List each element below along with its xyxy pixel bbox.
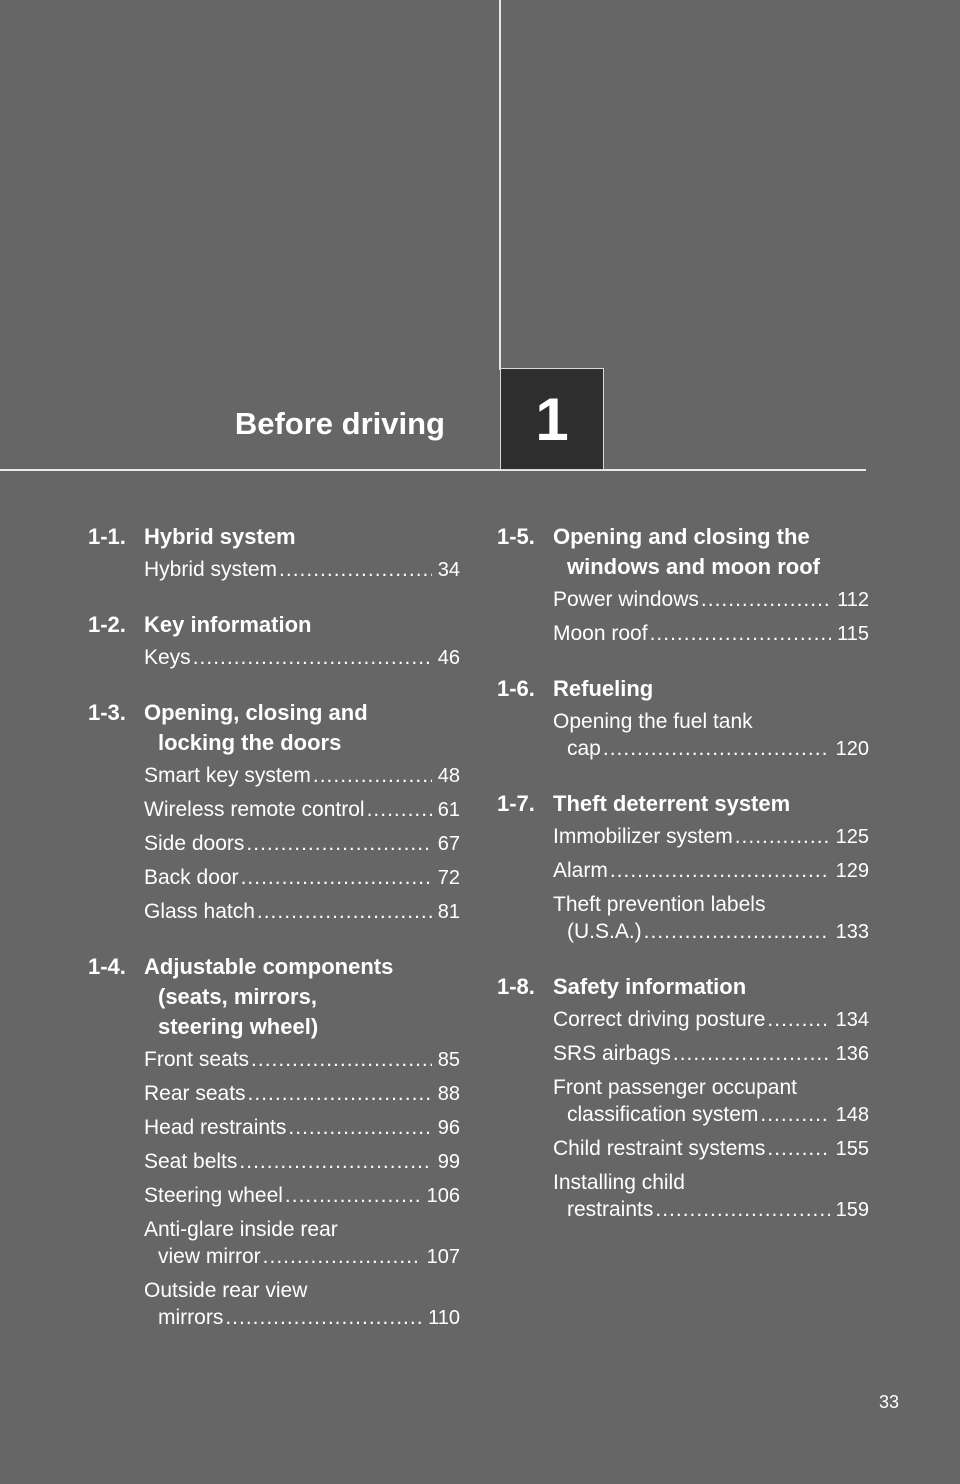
toc-entry[interactable] — [553, 1135, 869, 1163]
entry-label: Smart key system — [144, 764, 311, 787]
dot-leader — [603, 735, 830, 762]
entry-page-number: 136 — [835, 1043, 869, 1065]
dot-leader — [279, 556, 432, 583]
toc-entry[interactable] — [144, 830, 460, 858]
entry-page-number: 133 — [835, 921, 869, 943]
toc-entry[interactable] — [553, 823, 869, 851]
section-title-line: Refueling — [553, 676, 654, 701]
toc-entry[interactable] — [553, 1040, 869, 1068]
entry-page-number: 129 — [835, 860, 869, 882]
toc-entry[interactable] — [144, 1114, 460, 1142]
entry-page-number: 72 — [437, 867, 460, 889]
entry-line — [144, 1046, 460, 1074]
toc-entry[interactable] — [553, 857, 869, 885]
section-title — [553, 522, 869, 582]
section-title-line: (seats, mirrors, — [158, 984, 317, 1009]
section-title-line: steering wheel) — [158, 1014, 319, 1039]
entry-label: Outside rear view — [144, 1279, 308, 1302]
section-entries — [553, 708, 869, 763]
entry-line — [144, 830, 460, 858]
vertical-rule — [499, 0, 501, 370]
dot-leader — [367, 796, 432, 823]
dot-leader — [767, 1135, 829, 1162]
dot-leader — [673, 1040, 830, 1067]
entry-line — [553, 620, 869, 648]
entry-line — [553, 1040, 869, 1068]
section-title-line: Adjustable components — [144, 954, 394, 979]
entry-page-number: 99 — [437, 1151, 460, 1173]
entry-line — [553, 1169, 869, 1196]
entry-label: Opening the fuel tank — [553, 710, 753, 733]
toc-entry[interactable] — [144, 864, 460, 892]
toc-entry[interactable] — [553, 1074, 869, 1129]
section-number: 1-4. — [88, 954, 126, 979]
entry-page-number: 46 — [437, 647, 460, 669]
toc-entry[interactable] — [144, 644, 460, 672]
toc-entry[interactable] — [553, 620, 869, 648]
entry-page-number: 106 — [426, 1185, 460, 1207]
entry-line — [144, 556, 460, 584]
toc-section — [497, 972, 869, 1224]
entry-label: mirrors — [158, 1306, 224, 1329]
entry-label: Steering wheel — [144, 1184, 283, 1207]
section-number: 1-1. — [88, 524, 126, 549]
section-title — [144, 698, 460, 758]
entry-line — [553, 1101, 869, 1129]
dot-leader — [246, 830, 431, 857]
entry-page-number: 120 — [835, 738, 869, 760]
toc-section — [88, 522, 460, 584]
section-title — [144, 952, 460, 1042]
entry-line — [553, 857, 869, 885]
entry-line — [144, 1114, 460, 1142]
section-number: 1-3. — [88, 700, 126, 725]
entry-page-number: 159 — [835, 1199, 869, 1221]
entry-label: Rear seats — [144, 1082, 246, 1105]
entry-page-number: 112 — [837, 589, 869, 611]
entry-label: classification system — [567, 1103, 759, 1126]
chapter-number-tab: 1 — [500, 368, 604, 470]
section-title-line: Hybrid system — [144, 524, 296, 549]
entry-page-number: 88 — [437, 1083, 460, 1105]
entry-line — [553, 1074, 869, 1101]
section-title-line: Opening and closing the — [553, 524, 810, 549]
toc-entry[interactable] — [144, 762, 460, 790]
toc-section — [88, 610, 460, 672]
section-heading — [88, 952, 460, 1042]
entry-label: Power windows — [553, 588, 699, 611]
entry-line — [553, 708, 869, 735]
toc-right-column — [497, 522, 869, 1250]
dot-leader — [313, 762, 432, 789]
dot-leader — [263, 1243, 421, 1270]
toc-entry[interactable] — [553, 1006, 869, 1034]
entry-label: Installing child — [553, 1171, 685, 1194]
entry-label: Front seats — [144, 1048, 250, 1071]
toc-entry[interactable] — [144, 1216, 460, 1271]
section-number: 1-5. — [497, 524, 535, 549]
entry-line — [144, 796, 460, 824]
entry-line — [553, 823, 869, 851]
section-entries — [144, 762, 460, 926]
entry-label: Head restraints — [144, 1116, 287, 1139]
dot-leader — [239, 1148, 431, 1175]
dot-leader — [767, 1006, 829, 1033]
dot-leader — [650, 620, 832, 647]
dot-leader — [193, 644, 432, 671]
section-title-line: Opening, closing and — [144, 700, 368, 725]
entry-label: Moon roof — [553, 622, 648, 645]
entry-page-number: 96 — [437, 1117, 460, 1139]
entry-label: Glass hatch — [144, 900, 255, 923]
section-heading — [497, 972, 869, 1002]
entry-page-number: 48 — [437, 765, 460, 787]
toc-entry[interactable] — [144, 1277, 460, 1332]
toc-section — [88, 952, 460, 1332]
dot-leader — [225, 1304, 422, 1331]
toc-entry[interactable] — [144, 796, 460, 824]
entry-label: Immobilizer system — [553, 825, 733, 848]
chapter-title: Before driving — [234, 406, 445, 441]
entry-line — [144, 1148, 460, 1176]
entry-line — [553, 891, 869, 918]
dot-leader — [610, 857, 830, 884]
entry-line — [144, 1182, 460, 1210]
section-heading — [497, 674, 869, 704]
horizontal-rule — [0, 469, 866, 471]
section-title-line: Theft deterrent system — [553, 791, 791, 816]
section-heading — [88, 610, 460, 640]
entry-label: Wireless remote control — [144, 798, 365, 821]
dot-leader — [251, 1046, 432, 1073]
toc-entry[interactable] — [144, 1148, 460, 1176]
section-entries — [144, 556, 460, 584]
dot-leader — [285, 1182, 421, 1209]
toc-entry[interactable] — [144, 1080, 460, 1108]
entry-line — [553, 586, 869, 614]
entry-line — [553, 918, 869, 946]
entry-page-number: 85 — [437, 1049, 460, 1071]
entry-line — [144, 1304, 460, 1332]
section-entries — [553, 823, 869, 946]
entry-line — [144, 898, 460, 926]
entry-page-number: 67 — [437, 833, 460, 855]
section-title-line: Safety information — [553, 974, 747, 999]
toc-entry[interactable] — [144, 898, 460, 926]
section-number: 1-2. — [88, 612, 126, 637]
toc-section — [497, 789, 869, 946]
entry-label: view mirror — [158, 1245, 261, 1268]
toc-left-column — [88, 522, 460, 1358]
entry-label: restraints — [567, 1198, 654, 1221]
entry-page-number: 125 — [835, 826, 869, 848]
toc-entry[interactable] — [144, 556, 460, 584]
section-title-line: locking the doors — [158, 730, 342, 755]
entry-page-number: 134 — [835, 1009, 869, 1031]
entry-label: Seat belts — [144, 1150, 238, 1173]
toc-section — [497, 674, 869, 763]
section-number: 1-8. — [497, 974, 535, 999]
section-heading — [88, 698, 460, 758]
section-entries — [553, 586, 869, 648]
section-number: 1-6. — [497, 676, 535, 701]
entry-label: Theft prevention labels — [553, 893, 766, 916]
toc-section — [497, 522, 869, 648]
dot-leader — [760, 1101, 829, 1128]
toc-entry[interactable] — [144, 1182, 460, 1210]
entry-label: Child restraint systems — [553, 1137, 766, 1160]
dot-leader — [735, 823, 830, 850]
section-title — [553, 789, 869, 819]
entry-page-number: 115 — [837, 623, 869, 645]
section-title — [144, 522, 460, 552]
section-heading — [497, 789, 869, 819]
section-number: 1-7. — [497, 791, 535, 816]
toc-entry[interactable] — [144, 1046, 460, 1074]
entry-line — [553, 1006, 869, 1034]
entry-page-number: 110 — [428, 1307, 460, 1329]
dot-leader — [644, 918, 830, 945]
section-title — [553, 972, 869, 1002]
entry-line — [553, 1196, 869, 1224]
entry-line — [144, 1216, 460, 1243]
dot-leader — [248, 1080, 432, 1107]
entry-label: Hybrid system — [144, 558, 278, 581]
entry-page-number: 107 — [426, 1246, 460, 1268]
entry-label: SRS airbags — [553, 1042, 671, 1065]
section-title — [144, 610, 460, 640]
section-heading — [497, 522, 869, 582]
dot-leader — [241, 864, 432, 891]
section-title-line: Key information — [144, 612, 312, 637]
entry-line — [553, 1135, 869, 1163]
section-title — [553, 674, 869, 704]
entry-page-number: 34 — [437, 559, 460, 581]
toc-entry[interactable] — [553, 891, 869, 946]
entry-label: (U.S.A.) — [567, 920, 642, 943]
entry-label: Keys — [144, 646, 191, 669]
section-heading — [88, 522, 460, 552]
entry-page-number: 61 — [437, 799, 460, 821]
toc-entry[interactable] — [553, 586, 869, 614]
entry-label: Anti-glare inside rear — [144, 1218, 338, 1241]
entry-label: Back door — [144, 866, 239, 889]
entry-line — [144, 1243, 460, 1271]
entry-label: Correct driving posture — [553, 1008, 766, 1031]
entry-line — [553, 735, 869, 763]
section-title-line: windows and moon roof — [567, 554, 820, 579]
entry-label: Front passenger occupant — [553, 1076, 797, 1099]
entry-line — [144, 1277, 460, 1304]
entry-line — [144, 864, 460, 892]
section-entries — [144, 644, 460, 672]
entry-label: Side doors — [144, 832, 245, 855]
dot-leader — [257, 898, 432, 925]
entry-line — [144, 644, 460, 672]
entry-line — [144, 1080, 460, 1108]
entry-page-number: 155 — [835, 1138, 869, 1160]
dot-leader — [288, 1114, 431, 1141]
dot-leader — [701, 586, 831, 613]
section-entries — [553, 1006, 869, 1224]
entry-label: Alarm — [553, 859, 608, 882]
section-entries — [144, 1046, 460, 1332]
entry-label: cap — [567, 737, 601, 760]
entry-page-number: 148 — [835, 1104, 869, 1126]
entry-page-number: 81 — [437, 901, 460, 923]
page-number: 33 — [878, 1392, 899, 1412]
dot-leader — [655, 1196, 829, 1223]
toc-entry[interactable] — [553, 708, 869, 763]
toc-entry[interactable] — [553, 1169, 869, 1224]
toc-section — [88, 698, 460, 926]
entry-line — [144, 762, 460, 790]
